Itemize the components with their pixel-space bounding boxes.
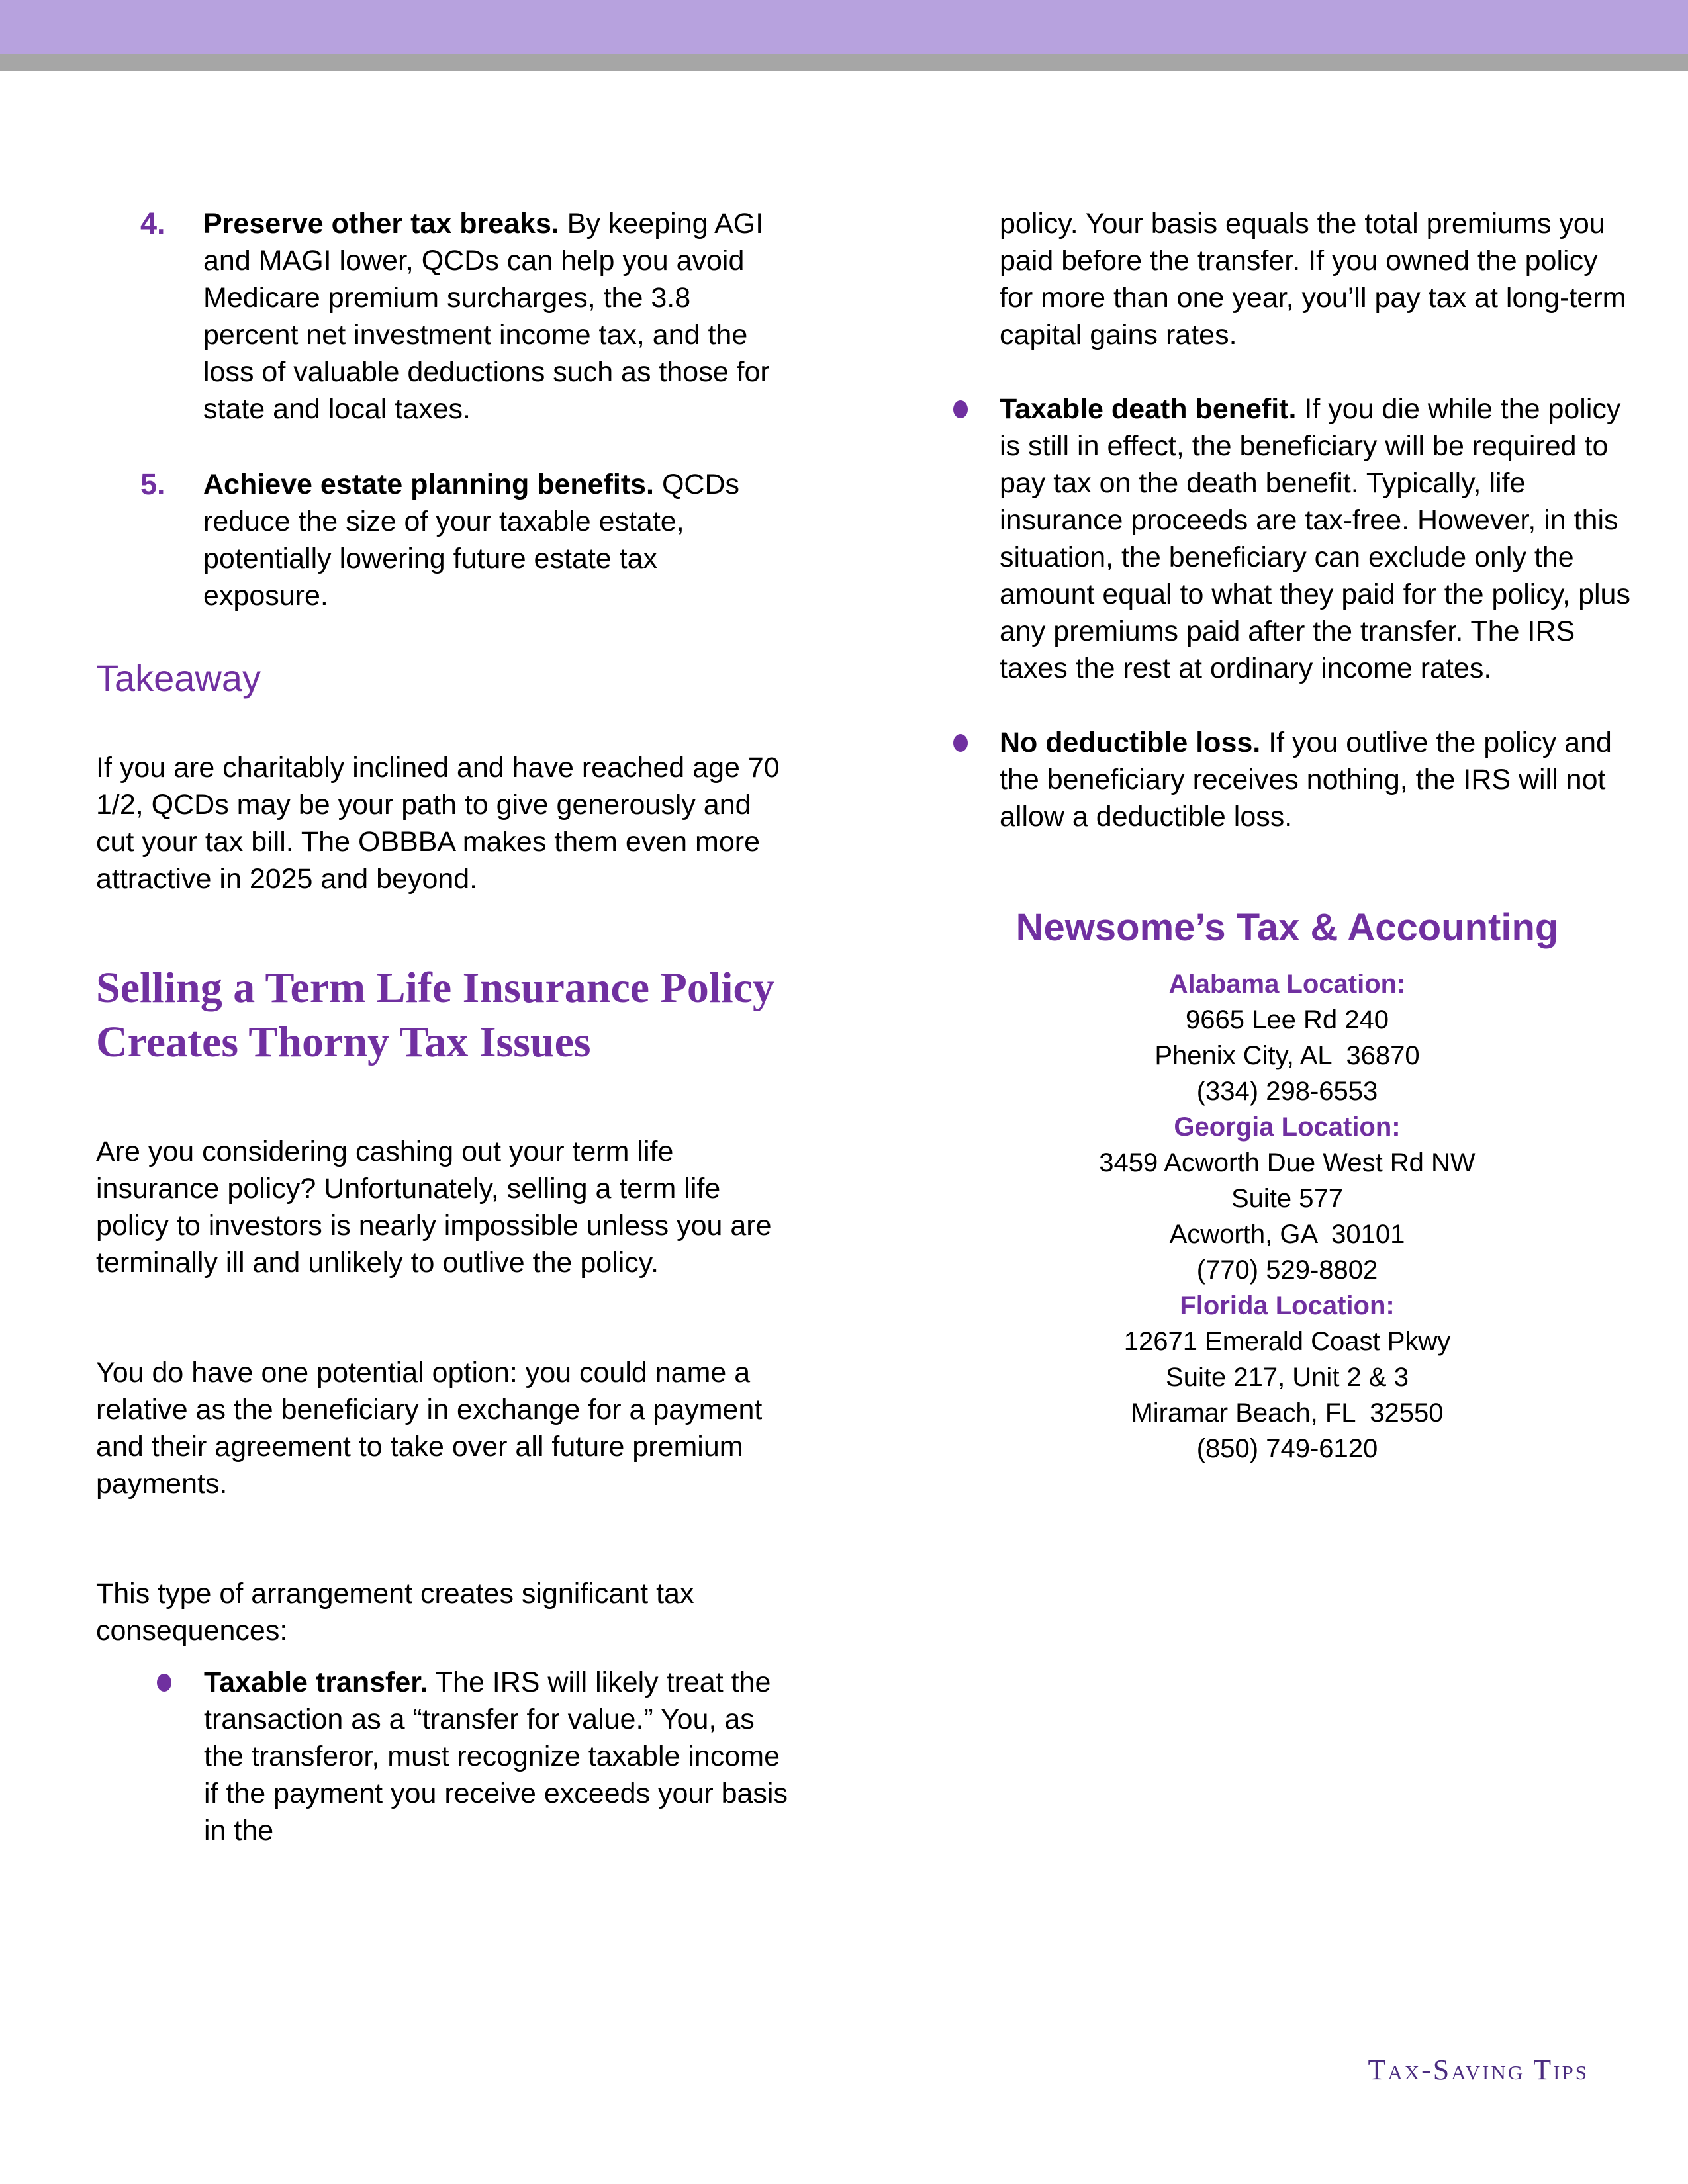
takeaway-paragraph: If you are charitably inclined and have reached age 70 1/2, QCDs may be your path to give generously and cut your tax bill. The OBBBA makes them even more attractive in 2025 and beyond.	[96, 752, 780, 895]
address-line: Suite 217, Unit 2 & 3	[1166, 1363, 1409, 1392]
selling-paragraph-3: This type of arrangement creates significant tax consequences:	[96, 1578, 694, 1647]
address-line: 9665 Lee Rd 240	[1186, 1005, 1389, 1034]
address-line: Miramar Beach, FL 32550	[1131, 1398, 1444, 1428]
selling-paragraph-1: Are you considering cashing out your term life insurance policy? Unfortunately, selling a term life policy to investors is nearly impossible unless you are terminally ill and unlikely to outlive the policy.	[96, 1136, 772, 1279]
continuation-paragraph: policy. Your basis equals the total premiums you paid before the transfer. If you owned the policy for more than one year, you’ll pay tax at long-term capital gains rates.	[1000, 208, 1626, 351]
bullet-lead: No deductible loss.	[1000, 727, 1261, 758]
address-line: (334) 298-6553	[1196, 1077, 1378, 1106]
item-text: QCDs reduce the size of your taxable estate, potentially lowering future estate tax exposure.	[203, 469, 740, 612]
numbered-item-4	[96, 205, 788, 428]
bullet-text: If you outlive the policy and the beneficiary receives nothing, the IRS will not allow a deductible loss.	[1000, 727, 1612, 833]
footer-newsletter-title: Tax-Saving Tips	[1368, 2054, 1589, 2086]
florida-location	[941, 1288, 1633, 1467]
address-line: (770) 529-8802	[1196, 1255, 1378, 1285]
address-line: Phenix City, AL 36870	[1154, 1041, 1420, 1070]
bullet-text: If you die while the policy is still in effect, the beneficiary will be required to pay tax on the death benefit. Typically, life insurance proceeds are tax-free. However, in this situation, the beneficiary can exclude only the amount equal to what they paid for the policy, plus any premiums paid after the transfer. The IRS taxes the rest at ordinary income rates.	[1000, 393, 1630, 684]
takeaway-heading: Takeaway	[96, 657, 261, 699]
top-purple-band	[0, 0, 1688, 54]
numbered-item-5	[96, 466, 788, 614]
bullet-icon	[953, 400, 968, 418]
list-number: 4.	[140, 206, 165, 240]
location-label: Alabama Location:	[1168, 970, 1406, 999]
right-column	[941, 205, 1633, 1467]
item-lead: Preserve other tax breaks.	[203, 208, 559, 240]
georgia-location	[941, 1109, 1633, 1288]
item-lead: Achieve estate planning benefits.	[203, 469, 655, 500]
selling-article-heading: Selling a Term Life Insurance Policy Creates Thorny Tax Issues	[96, 964, 774, 1066]
address-line: (850) 749-6120	[1196, 1434, 1378, 1463]
bullet-icon	[157, 1674, 171, 1692]
selling-paragraph-2: You do have one potential option: you could name a relative as the beneficiary in exchange for a payment and their agreement to take over all future premium payments.	[96, 1357, 763, 1500]
bullet-taxable-transfer	[96, 1664, 788, 1849]
company-name-heading: Newsome’s Tax & Accounting	[1015, 906, 1559, 949]
location-label: Georgia Location:	[1174, 1113, 1401, 1142]
address-line: Acworth, GA 30101	[1169, 1220, 1405, 1249]
alabama-location	[941, 966, 1633, 1109]
item-text: By keeping AGI and MAGI lower, QCDs can help you avoid Medicare premium surcharges, the 3.8 percent net investment income tax, and the loss of valuable deductions such as those for state and local taxes.	[203, 208, 770, 425]
bullet-icon	[953, 734, 968, 752]
left-column	[96, 205, 788, 1849]
address-line: Suite 577	[1231, 1184, 1344, 1213]
bullet-lead: Taxable transfer.	[204, 1666, 428, 1698]
bullet-no-deductible-loss	[941, 724, 1633, 835]
location-label: Florida Location:	[1180, 1291, 1395, 1320]
bullet-taxable-death-benefit	[941, 390, 1633, 687]
address-line: 12671 Emerald Coast Pkwy	[1123, 1327, 1451, 1356]
top-gray-bar	[0, 54, 1688, 71]
address-line: 3459 Acworth Due West Rd NW	[1099, 1148, 1476, 1177]
locations-block	[941, 966, 1633, 1467]
list-number: 5.	[140, 467, 165, 501]
bullet-text: The IRS will likely treat the transaction as a “transfer for value.” You, as the transferor, must recognize taxable income if the payment you receive exceeds your basis in the	[204, 1666, 788, 1846]
bullet-lead: Taxable death benefit.	[1000, 393, 1297, 425]
